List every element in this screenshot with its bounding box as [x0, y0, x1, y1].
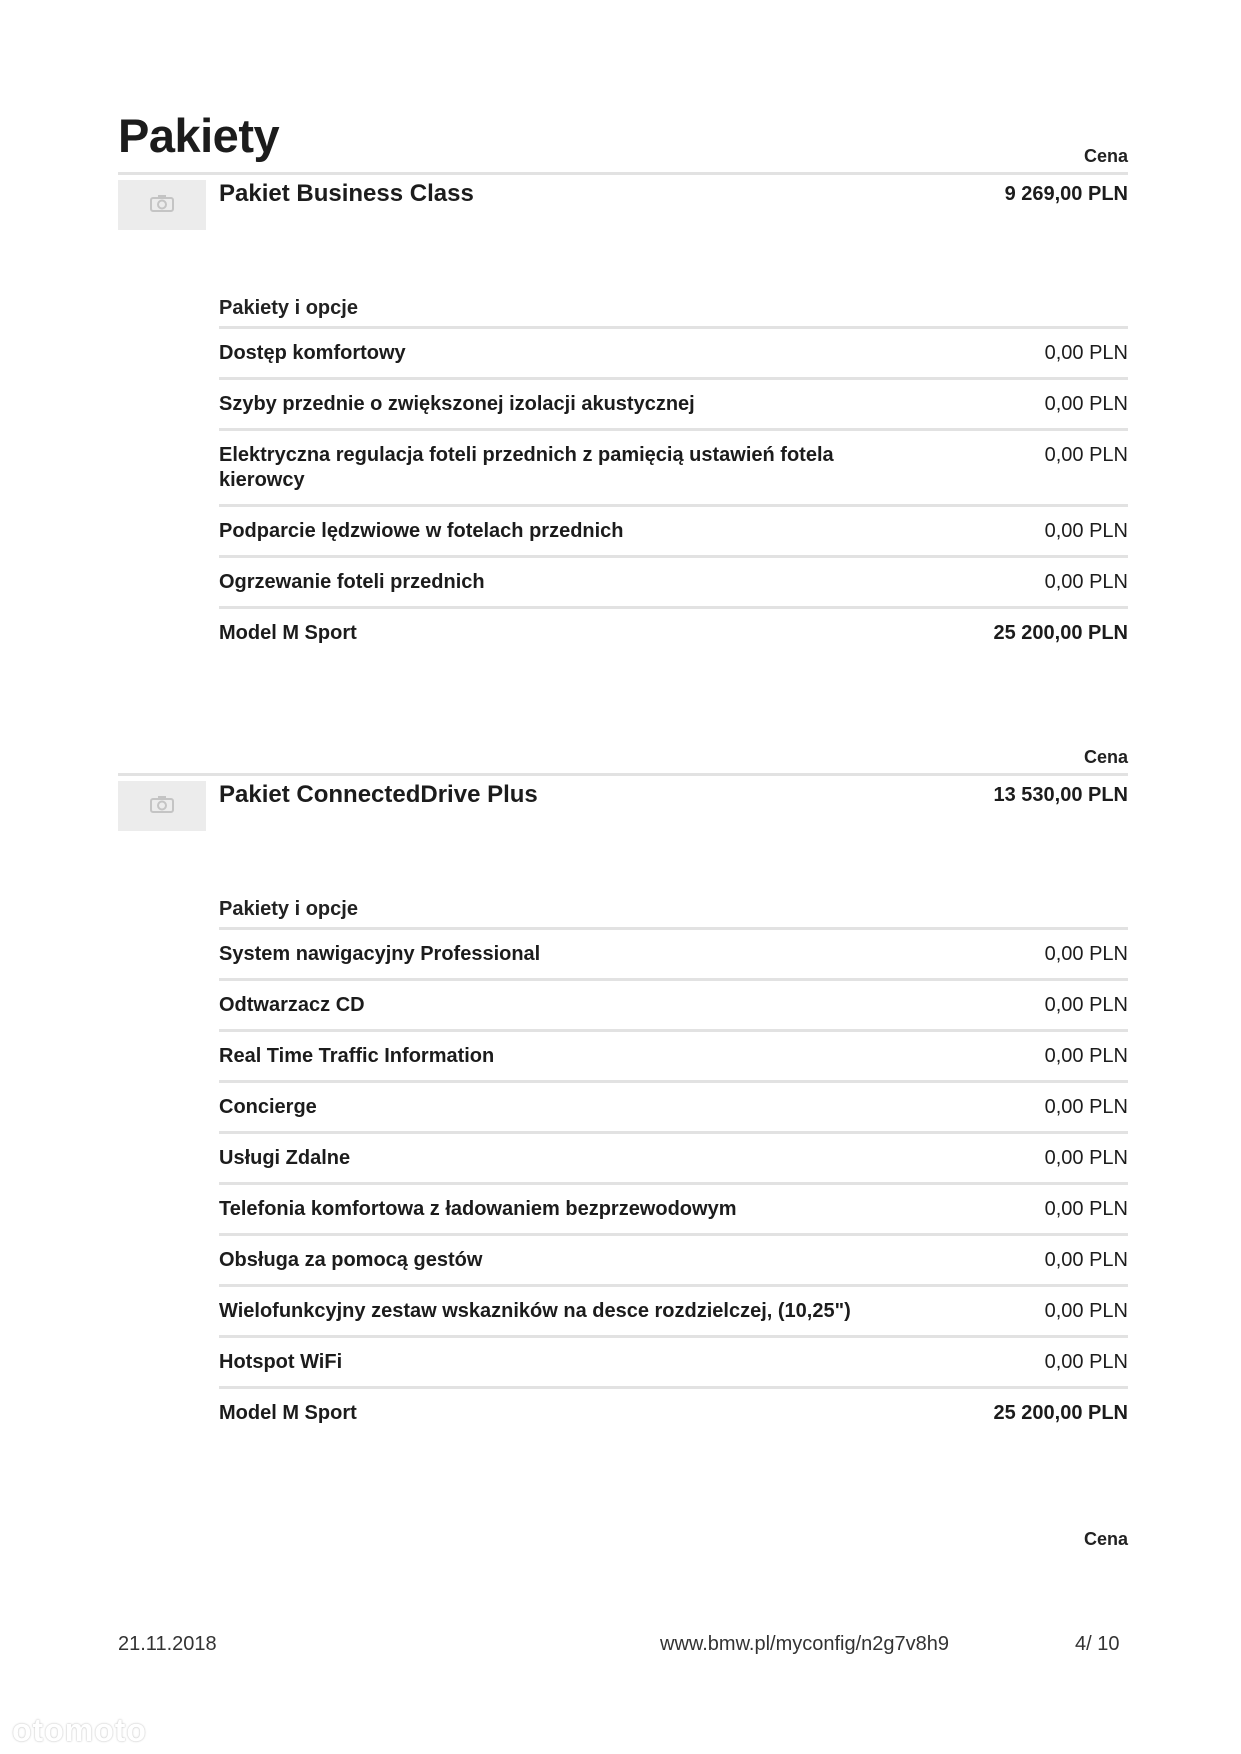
option-row	[219, 1284, 1128, 1335]
option-row	[219, 326, 1128, 377]
option-name: Odtwarzacz CD	[219, 994, 365, 1016]
price-column-header: Cena	[1083, 1529, 1128, 1549]
option-row	[219, 504, 1128, 555]
package-photo-placeholder	[118, 781, 206, 831]
footer-page-number: 4/ 10	[1075, 1633, 1120, 1655]
option-price: 0,00 PLN	[1044, 1351, 1128, 1373]
package-price: 9 269,00 PLN	[1004, 183, 1128, 205]
option-name: Usługi Zdalne	[219, 1147, 351, 1169]
option-price: 0,00 PLN	[1044, 1147, 1128, 1169]
options-section-label: Pakiety i opcje	[219, 898, 358, 920]
footer-date: 21.11.2018	[118, 1633, 217, 1655]
package-photo-placeholder	[118, 180, 206, 230]
options-section-label: Pakiety i opcje	[219, 297, 358, 319]
option-price: 0,00 PLN	[1044, 1198, 1128, 1220]
option-price: 0,00 PLN	[1044, 1249, 1128, 1271]
camera-icon	[150, 194, 174, 217]
divider	[118, 172, 1128, 175]
option-row	[219, 428, 1128, 504]
option-price: 25 200,00 PLN	[993, 1402, 1128, 1424]
option-row	[219, 1233, 1128, 1284]
option-name: Telefonia komfortowa z ładowaniem bezprzewodowym	[219, 1198, 737, 1220]
package-price: 13 530,00 PLN	[993, 784, 1128, 806]
option-row	[219, 1080, 1128, 1131]
option-name: Concierge	[219, 1096, 317, 1118]
option-price: 0,00 PLN	[1044, 994, 1128, 1016]
option-price: 0,00 PLN	[1044, 943, 1128, 965]
option-price: 0,00 PLN	[1044, 342, 1128, 364]
options-list	[219, 927, 1128, 1437]
option-name: Model M Sport	[219, 1402, 357, 1424]
package-name: Pakiet ConnectedDrive Plus	[219, 781, 538, 808]
option-name: Obsługa za pomocą gestów	[219, 1249, 483, 1271]
watermark-logo: otomoto	[12, 1712, 147, 1748]
option-price: 0,00 PLN	[1044, 520, 1128, 542]
camera-icon	[150, 795, 174, 818]
option-row-total	[219, 1386, 1128, 1437]
option-name: Elektryczna regulacja foteli przednich z pamięcią ustawień fotela kierowcy	[219, 444, 834, 491]
divider	[118, 773, 1128, 776]
option-price: 0,00 PLN	[1044, 1096, 1128, 1118]
option-name: Ogrzewanie foteli przednich	[219, 571, 485, 593]
option-name: Podparcie lędzwiowe w fotelach przednich	[219, 520, 624, 542]
price-column-header: Cena	[1083, 146, 1128, 166]
option-row	[219, 555, 1128, 606]
price-column-header: Cena	[1083, 747, 1128, 767]
footer-url[interactable]: www.bmw.pl/myconfig/n2g7v8h9	[660, 1633, 950, 1655]
option-name: Model M Sport	[219, 622, 357, 644]
option-price: 0,00 PLN	[1044, 1045, 1128, 1067]
option-price: 0,00 PLN	[1044, 1300, 1128, 1322]
package-name: Pakiet Business Class	[219, 180, 474, 207]
option-row	[219, 377, 1128, 428]
option-price: 0,00 PLN	[1044, 571, 1128, 593]
option-row	[219, 1335, 1128, 1386]
option-name: Real Time Traffic Information	[219, 1045, 495, 1067]
option-row	[219, 978, 1128, 1029]
option-name: Szyby przednie o zwiększonej izolacji akustycznej	[219, 393, 695, 415]
option-row	[219, 1131, 1128, 1182]
option-name: System nawigacyjny Professional	[219, 943, 541, 965]
option-row	[219, 1182, 1128, 1233]
option-row-total	[219, 606, 1128, 657]
option-row	[219, 927, 1128, 978]
option-name: Hotspot WiFi	[219, 1351, 343, 1373]
page-title: Pakiety	[118, 109, 280, 162]
option-price: 0,00 PLN	[1044, 444, 1128, 466]
option-name: Dostęp komfortowy	[219, 342, 406, 364]
option-name: Wielofunkcyjny zestaw wskazników na desce rozdzielczej, (10,25")	[219, 1300, 851, 1322]
options-list	[219, 326, 1128, 657]
option-price: 0,00 PLN	[1044, 393, 1128, 415]
option-row	[219, 1029, 1128, 1080]
option-price: 25 200,00 PLN	[993, 622, 1128, 644]
